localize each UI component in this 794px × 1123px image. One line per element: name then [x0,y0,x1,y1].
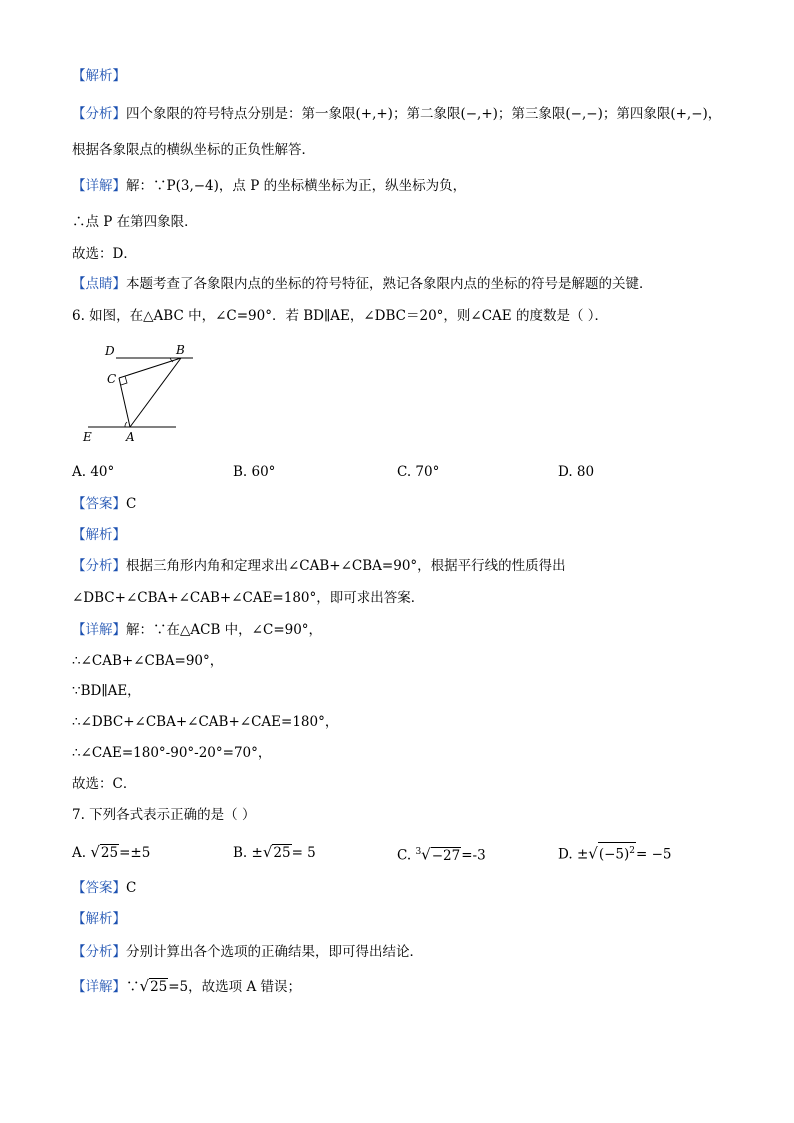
segment-ba [130,358,181,427]
radical-icon: √ [421,845,431,864]
q6-option-d: D. 80 [558,464,595,480]
q6-jiexi-heading: 【解析】 [72,527,126,543]
q7-option-d-radicand [598,842,636,863]
detail-text: 解：∵P(3,−4)，点 P 的坐标横坐标为正，纵坐标为负， [126,178,467,194]
q6-detail-line-2: ∴∠CAB+∠CBA=90°， [72,653,224,669]
q7-stem: 7. 下列各式表示正确的是（ ） [72,807,256,823]
q6-option-b: B. 60° [233,464,276,480]
q6-figure [80,338,200,448]
q7-option-c [397,842,486,866]
q7-detail-post: =5，故选项 A 错误； [168,979,301,995]
q7-option-b [233,842,316,863]
q7-option-c-letter: C. [397,847,412,864]
choose-line: 故选：D． [72,246,137,262]
label-c: C [107,372,117,386]
q7-analysis-text: 分别计算出各个选项的正确结果，即可得出结论． [126,944,423,960]
analysis-tag: 【分析】 [72,106,126,122]
q7-detail-radicand: 25 [150,979,168,995]
label-a: A [126,430,135,444]
label-b: B [176,343,185,357]
q7-option-d-exponent: 2 [629,846,635,856]
q6-detail-text: 解：∵在△ACB 中，∠C=90°， [126,622,323,638]
q7-option-a [72,842,150,863]
q7-option-d-pm: ± [576,846,589,863]
q7-option-c-rhs: =-3 [461,847,486,864]
angle-a-arc [125,422,127,427]
q6-detail-line-5: ∴∠CAE=180°-90°-20°=70°， [72,745,272,761]
q7-option-d-rhs: = −5 [635,846,672,863]
radical-icon: √ [139,977,150,995]
label-e: E [83,430,92,444]
q7-option-b-rhs: = 5 [291,845,316,861]
q6-detail-line-3: ∵BD∥AE， [72,683,141,699]
q7-option-d [558,842,672,865]
remark-text: 本题考查了各象限内点的坐标的符号特征，熟记各象限内点的坐标的符号是解题的关键． [126,276,653,292]
q7-detail-line [72,976,301,997]
q6-choose-line: 故选：C． [72,776,137,792]
q6-analysis-text: 根据三角形内角和定理求出∠CAB+∠CBA=90°，根据平行线的性质得出 [126,558,566,574]
q7-analysis-line [72,942,423,962]
jiexi-heading: 【解析】 [72,68,126,84]
q6-detail-line-4: ∴∠DBC+∠CBA+∠CAB+∠CAE=180°， [72,714,339,730]
q7-answer-value: C [126,880,137,896]
q7-option-d-base: (−5) [598,846,630,863]
analysis-line-1 [72,104,721,124]
q6-analysis-line-1 [72,556,566,576]
q7-option-b-letter: B. [233,845,248,861]
detail-tag: 【详解】 [72,178,126,194]
q6-answer [72,494,136,514]
q6-answer-tag: 【答案】 [72,496,126,512]
label-d: D [105,344,115,358]
q7-detail-tag: 【详解】 [72,979,126,995]
q7-detail-pre: ∵ [126,979,140,995]
q6-answer-value: C [126,496,137,512]
q6-option-c: C. 70° [397,464,440,480]
q7-option-a-rhs: =±5 [119,845,151,861]
q6-stem: 6. 如图，在△ABC 中，∠C=90°．若 BD∥AE，∠DBC＝20°，则∠CAE 的度数是（ ）． [72,308,608,324]
remark-line [72,274,653,294]
q7-answer [72,878,136,898]
analysis-line-2: 根据各象限点的横纵坐标的正负性解答． [72,142,315,158]
q7-option-a-radicand: 25 [100,845,119,861]
q7-option-b-radicand: 25 [273,845,291,861]
q7-analysis-tag: 【分析】 [72,944,126,960]
analysis-text: 四个象限的符号特点分别是：第一象限(+,+)；第二象限(−,+)；第三象限(−,−)；第四象限(+,−)， [126,106,722,122]
q7-answer-tag: 【答案】 [72,880,126,896]
q7-option-a-letter: A. [72,845,87,861]
q6-analysis-tag: 【分析】 [72,558,126,574]
q6-analysis-line-2: ∠DBC+∠CBA+∠CAB+∠CAE=180°，即可求出答案． [72,590,425,606]
detail-line-1 [72,176,466,196]
segment-ca [119,378,130,427]
q7-option-d-letter: D. [558,846,573,863]
q7-option-b-pm: ± [251,845,263,861]
radical-icon: √ [262,843,273,861]
q7-option-c-radicand: −27 [431,847,461,864]
q6-option-a: A. 40° [72,464,115,480]
remark-tag: 【点睛】 [72,276,126,292]
q6-detail-line-1 [72,620,322,640]
q7-option-c-index: 3 [415,847,422,857]
radical-icon: √ [90,843,100,861]
detail-line-2: ∴点 P 在第四象限． [72,214,198,230]
radical-icon: √ [588,844,598,863]
q7-jiexi-heading: 【解析】 [72,911,126,927]
q6-detail-tag: 【详解】 [72,622,126,638]
